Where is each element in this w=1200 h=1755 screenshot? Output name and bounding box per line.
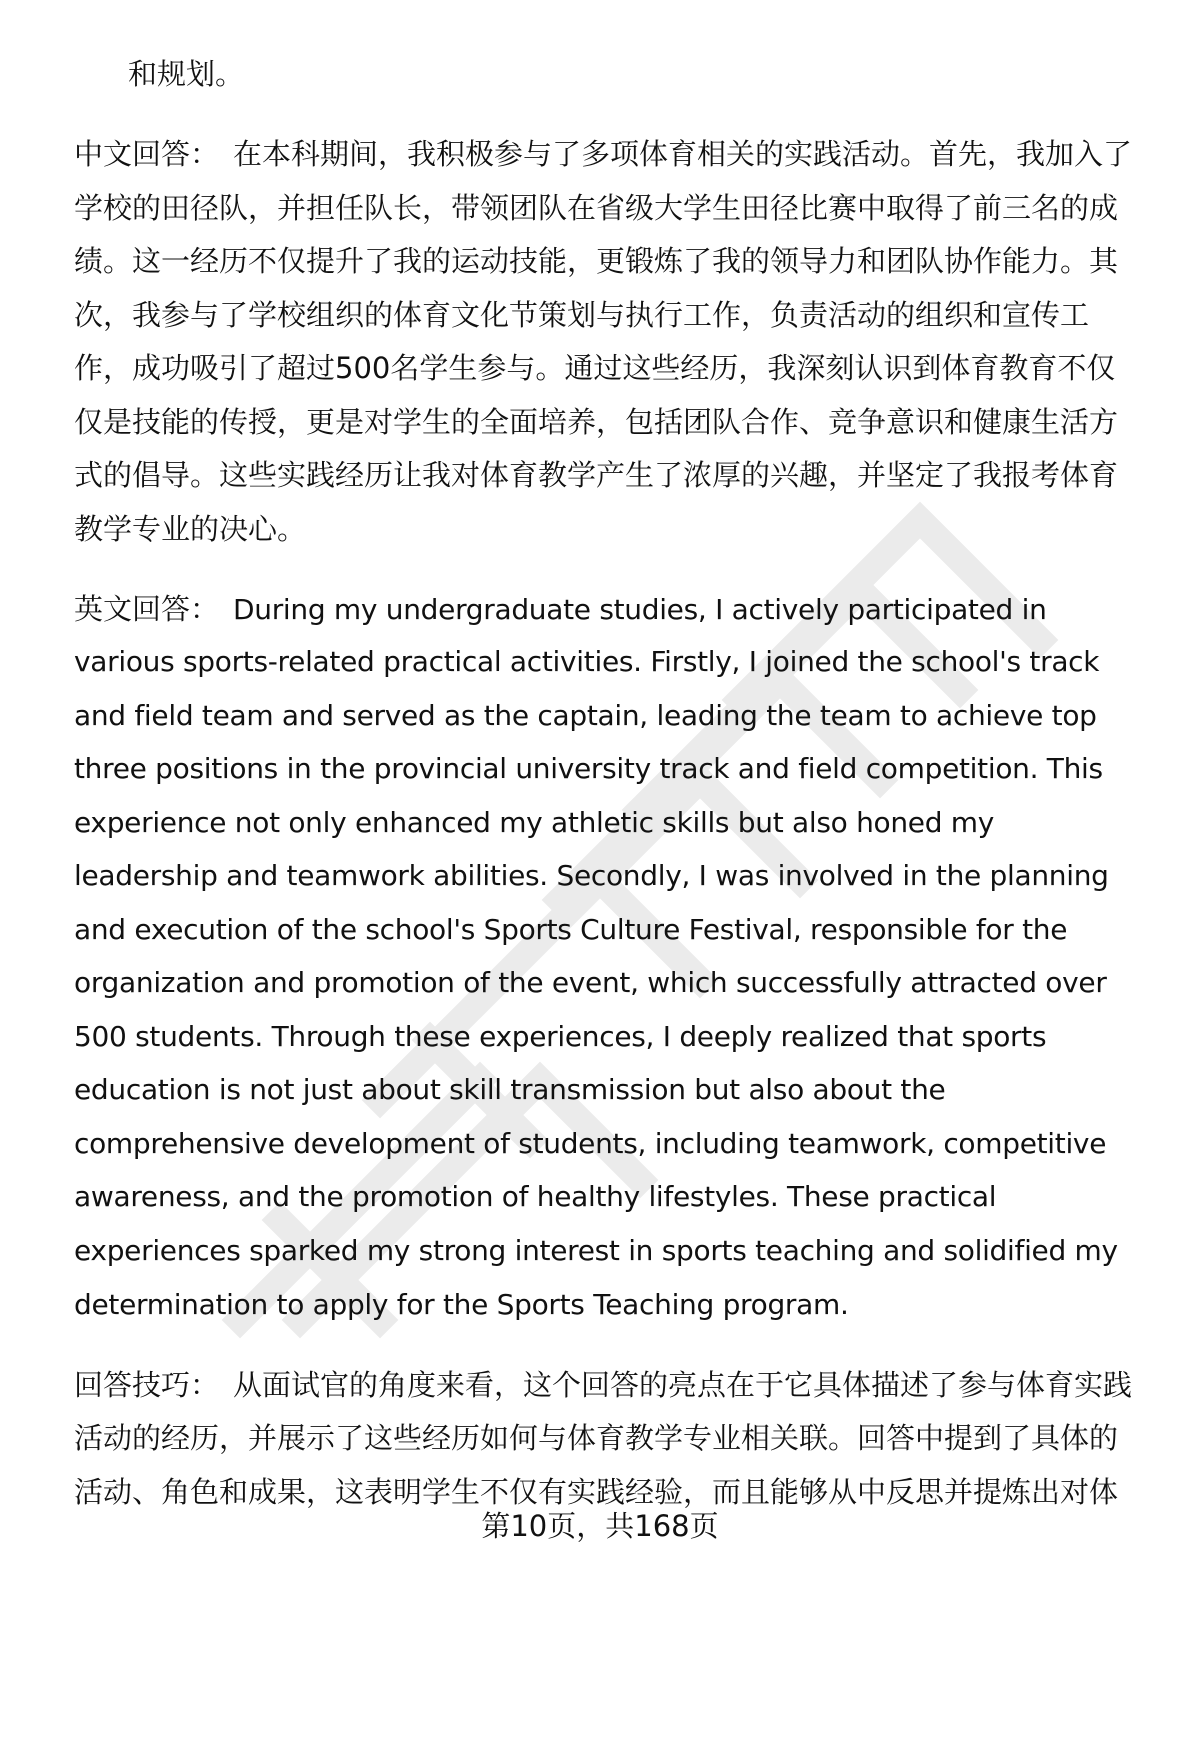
answer-tips-label: 回答技巧： <box>74 1368 220 1402</box>
chinese-answer-line: 学校的田径队，并担任队长，带领团队在省级大学生田径比赛中取得了前三名的成 <box>74 191 1119 225</box>
english-answer-line: experiences sparked my strong interest in sports teaching and solidified my <box>74 1234 1118 1267</box>
chinese-answer-line: 作，成功吸引了超过500名学生参与。通过这些经历，我深刻认识到体育教育不仅 <box>74 351 1116 385</box>
chinese-answer-line: 绩。这一经历不仅提升了我的运动技能，更锻炼了我的领导力和团队协作能力。其 <box>74 244 1119 278</box>
english-answer-line: and execution of the school's Sports Culture Festival, responsible for the <box>74 913 1068 946</box>
english-answer-line: awareness, and the promotion of healthy lifestyles. These practical <box>74 1180 997 1213</box>
answer-tips-line: 活动、角色和成果，这表明学生不仅有实践经验，而且能够从中反思并提炼出对体 <box>74 1475 1119 1509</box>
english-answer-line: various sports-related practical activities. Firstly, I joined the school's track <box>74 645 1100 678</box>
chinese-answer-label: 中文回答： <box>74 137 220 171</box>
chinese-answer-line: 仅是技能的传授，更是对学生的全面培养，包括团队合作、竞争意识和健康生活方 <box>74 405 1119 439</box>
english-answer-line: and field team and served as the captain, leading the team to achieve top <box>74 699 1097 732</box>
page-number-indicator: 第10页，共168页 <box>481 1509 719 1543</box>
answer-tips-line: 回答技巧： 从面试官的角度来看，这个回答的亮点在于它具体描述了参与体育实践 <box>74 1368 1133 1402</box>
english-answer-line: 500 students. Through these experiences, I deeply realized that sports <box>74 1020 1047 1053</box>
english-answer-line: comprehensive development of students, including teamwork, competitive <box>74 1127 1107 1160</box>
answer-tips-line: 活动的经历，并展示了这些经历如何与体育教学专业相关联。回答中提到了具体的 <box>74 1421 1119 1455</box>
chinese-answer-line: 教学专业的决心。 <box>74 512 307 546</box>
english-answer-label: 英文回答： <box>74 592 220 626</box>
chinese-answer-line: 次，我参与了学校组织的体育文化节策划与执行工作，负责活动的组织和宣传工 <box>74 298 1090 332</box>
english-answer-line: 英文回答： During my undergraduate studies, I actively participated in <box>74 592 1047 626</box>
english-answer-line: three positions in the provincial university track and field competition. This <box>74 752 1103 785</box>
intro-tail-text: 和规划。 <box>128 57 245 91</box>
chinese-answer-line: 中文回答： 在本科期间，我积极参与了多项体育相关的实践活动。首先，我加入了 <box>74 137 1133 171</box>
english-answer-line: experience not only enhanced my athletic skills but also honed my <box>74 806 995 839</box>
chinese-answer-line: 式的倡导。这些实践经历让我对体育教学产生了浓厚的兴趣，并坚定了我报考体育 <box>74 458 1119 492</box>
english-answer-line: determination to apply for the Sports Teaching program. <box>74 1288 849 1321</box>
english-answer-line: organization and promotion of the event, which successfully attracted over <box>74 966 1107 999</box>
english-answer-line: education is not just about skill transmission but also about the <box>74 1073 946 1106</box>
english-answer-line: leadership and teamwork abilities. Secondly, I was involved in the planning <box>74 859 1109 892</box>
